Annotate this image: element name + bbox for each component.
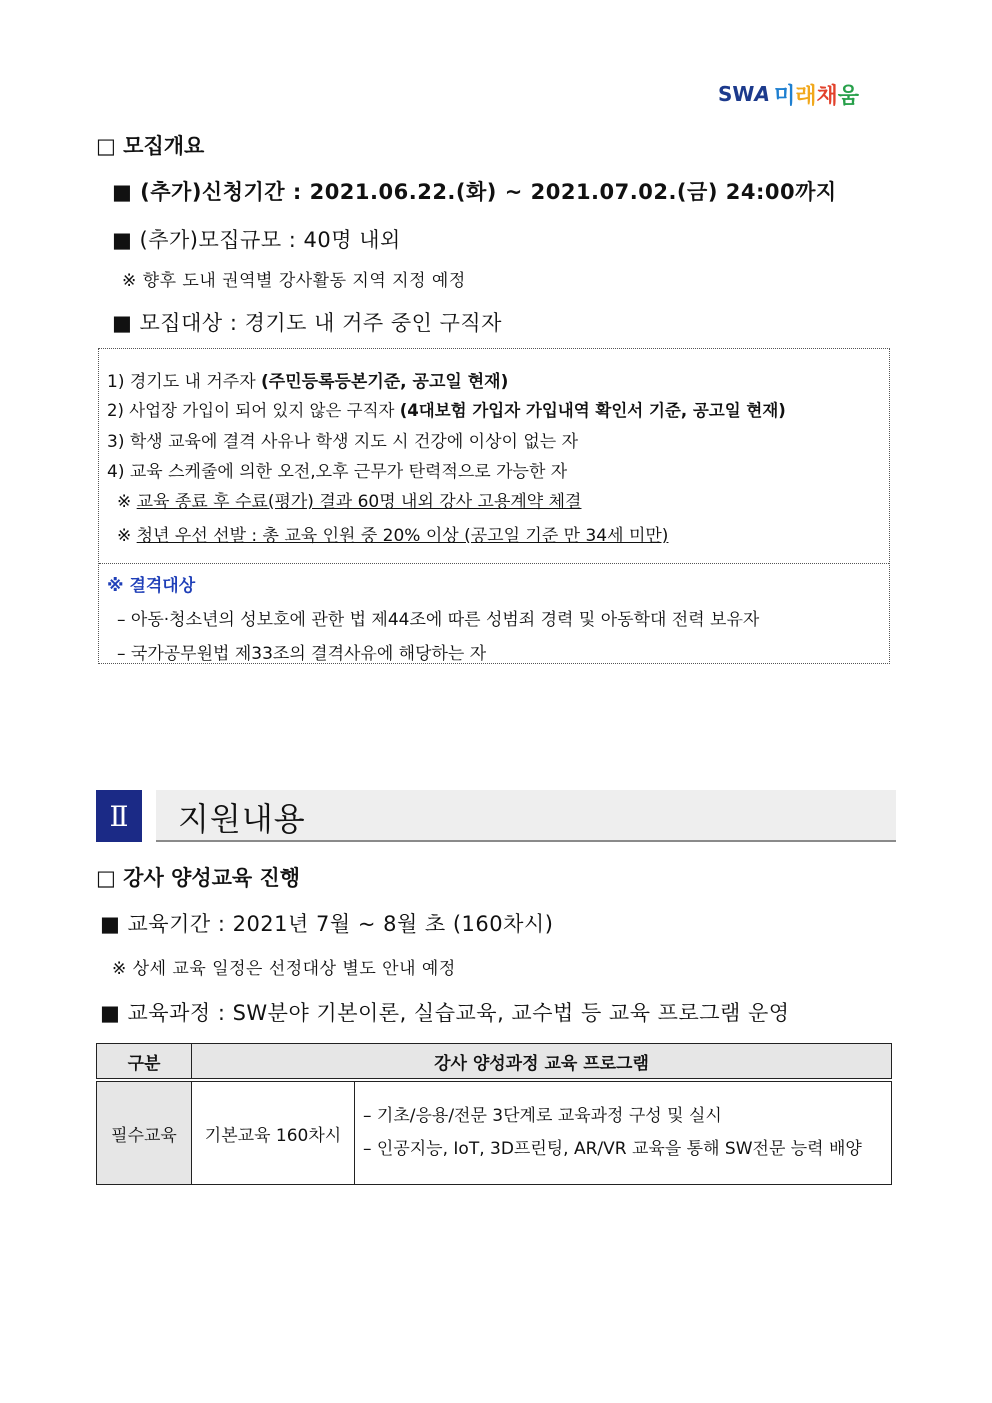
training-period-note: ※ 상세 교육 일정은 선정대상 별도 안내 예정: [112, 959, 456, 979]
section-title: 지원내용: [178, 800, 306, 838]
recruit-period: ■ (추가)신청기간 : 2021.06.22.(화) ~ 2021.07.02.(금) 24:00까지: [112, 180, 837, 204]
criteria-note-2: ※ 청년 우선 선발 : 총 교육 인원 중 20% 이상 (공고일 기준 만 34세 미만): [117, 526, 669, 546]
table-cell-category: 필수교육: [97, 1082, 192, 1185]
disqualification-1: – 아동·청소년의 성보호에 관한 법 제44조에 따른 성범죄 경력 및 아동학대 전력 보유자: [117, 610, 760, 630]
program-table: [96, 1043, 892, 1185]
table-row: [97, 1082, 892, 1185]
criteria-2: 2) 사업장 가입이 되어 있지 않은 구직자 (4대보험 가입자 가입내역 확인서 기준, 공고일 현재): [107, 401, 786, 420]
criteria-box: [98, 348, 890, 664]
disqualification-title: ※ 결격대상: [107, 576, 196, 596]
swa-logo: [718, 78, 859, 110]
training-course: ■ 교육과정 : SW분야 기본이론, 실습교육, 교수법 등 교육 프로그램 운영: [100, 1001, 790, 1025]
table-header-category: 구분: [97, 1044, 192, 1079]
criteria-1: 1) 경기도 내 거주자 (주민등록등본기준, 공고일 현재): [107, 372, 509, 392]
section-number: Ⅱ: [96, 790, 142, 842]
logo-swa: SWA: [718, 82, 770, 106]
recruit-target: ■ 모집대상 : 경기도 내 거주 중인 구직자: [112, 311, 502, 335]
training-heading: □ 강사 양성교육 진행: [96, 866, 301, 890]
table-header-program: 강사 양성과정 교육 프로그램: [192, 1044, 892, 1079]
criteria-divider: [99, 563, 889, 564]
training-period: ■ 교육기간 : 2021년 7월 ~ 8월 초 (160차시): [100, 912, 554, 936]
logo-text: 미래채움: [773, 83, 860, 109]
criteria-3: 3) 학생 교육에 결격 사유나 학생 지도 시 건강에 이상이 없는 자: [107, 432, 579, 452]
table-header-row: [97, 1044, 892, 1079]
recruit-scale: ■ (추가)모집규모 : 40명 내외: [112, 228, 401, 252]
recruit-scale-note: ※ 향후 도내 권역별 강사활동 지역 지정 예정: [122, 271, 466, 291]
table-cell-basic: 기본교육 160차시: [192, 1082, 355, 1185]
recruit-heading: □ 모집개요: [96, 134, 205, 158]
description-line-2: – 인공지능, IoT, 3D프린팅, AR/VR 교육을 통해 SW전문 능력 배양: [363, 1139, 862, 1159]
criteria-note-1: ※ 교육 종료 후 수료(평가) 결과 60명 내외 강사 고용계약 체결: [117, 492, 582, 512]
table-cell-description: [355, 1082, 892, 1185]
criteria-4: 4) 교육 스케줄에 의한 오전,오후 근무가 탄력적으로 가능한 자: [107, 462, 568, 482]
description-line-1: – 기초/응용/전문 3단계로 교육과정 구성 및 실시: [363, 1106, 722, 1126]
disqualification-2: – 국가공무원법 제33조의 결격사유에 해당하는 자: [117, 644, 487, 664]
